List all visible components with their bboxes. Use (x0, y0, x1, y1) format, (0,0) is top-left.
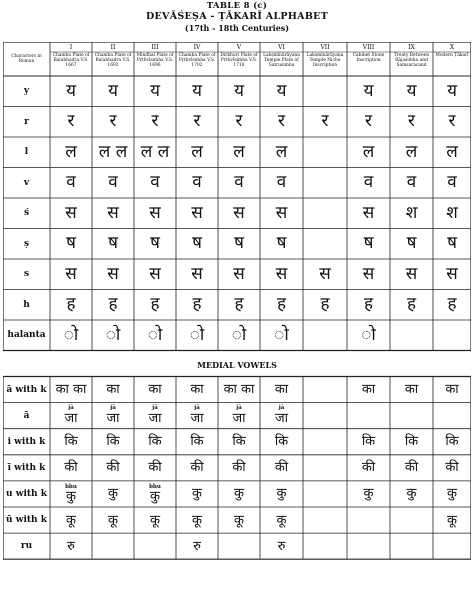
column-header: Cabinet Stone Inscription (352, 53, 385, 64)
glyph: का (361, 382, 376, 398)
glyph-cell: स (149, 202, 161, 223)
glyph: कू (447, 512, 457, 528)
glyph: की (190, 460, 204, 476)
glyph-cell: ष (192, 233, 202, 254)
glyph-cell (433, 507, 471, 533)
glyph: जा (106, 410, 120, 426)
glyph: कू (66, 512, 76, 528)
column-number: III (151, 43, 159, 51)
row-label: ū with k (6, 515, 47, 526)
transliteration-label: jā (152, 405, 158, 412)
glyph-cell: ह (108, 294, 118, 315)
glyph-cell (347, 481, 390, 507)
glyph-cell: ो (147, 324, 163, 345)
glyph: रु (67, 538, 75, 554)
glyph-cell (134, 429, 176, 455)
glyph-cell: र (151, 111, 159, 132)
glyph-cell (176, 533, 218, 559)
glyph-cell (218, 455, 260, 481)
glyph-cell: व (66, 172, 76, 193)
glyph-cell: ो (274, 324, 289, 345)
glyph-cell: ल ल (98, 141, 128, 162)
transliteration-label: jā (194, 405, 200, 412)
glyph: कि (361, 434, 376, 450)
glyph-cell: य (234, 80, 244, 101)
glyph-cell (50, 377, 92, 403)
glyph-cell (134, 533, 176, 559)
column-number: II (110, 43, 116, 51)
glyph-cell: स (149, 263, 161, 284)
glyph-cell (218, 533, 260, 559)
glyph-cell: ह (150, 294, 160, 315)
glyph: कू (234, 512, 244, 528)
glyph-cell (347, 455, 390, 481)
glyph-cell (92, 429, 134, 455)
glyph-cell (433, 429, 471, 455)
column-number: VII (320, 43, 330, 51)
glyph-cell: य (447, 80, 457, 101)
glyph-cell (433, 455, 471, 481)
glyph-cell (260, 377, 303, 403)
column-number: IV (193, 43, 201, 51)
transliteration-label: jā (68, 405, 74, 412)
glyph-cell (134, 403, 176, 429)
glyph: कि (445, 434, 459, 450)
glyph: कि (232, 434, 246, 450)
column-header: Chamba Plate of Balabhadra V.S. 1692 (94, 53, 132, 69)
glyph-cell: स (65, 202, 77, 223)
glyph: की (274, 460, 289, 476)
glyph: कि (106, 434, 120, 450)
column-number: X (449, 43, 455, 51)
glyph-cell: स (233, 263, 245, 284)
glyph-cell: य (66, 80, 76, 101)
glyph: जा (64, 410, 78, 426)
column-number: IX (408, 43, 415, 51)
row-label: ā (23, 410, 30, 421)
glyph-cell: र (109, 111, 117, 132)
glyph-cell: ल (275, 141, 288, 162)
transliteration-label: bhu (149, 483, 161, 490)
glyph-cell (390, 507, 433, 533)
column-header: Lakṣmīnārāyaṇa Temple Plate of Śatrusiṁha (263, 53, 300, 69)
transliteration-label: jā (110, 405, 116, 412)
glyph-cell (176, 377, 218, 403)
glyph-cell: स (191, 202, 203, 223)
glyph-cell (260, 403, 303, 429)
glyph: कि (274, 434, 289, 450)
glyph-cell (303, 377, 347, 403)
glyph-cell: र (235, 111, 243, 132)
glyph: कु (276, 486, 287, 502)
glyph-cell: र (193, 111, 201, 132)
glyph-cell: य (150, 80, 160, 101)
glyph-cell (260, 429, 303, 455)
glyph: का का (55, 382, 87, 398)
glyph-cell: ष (276, 233, 287, 254)
glyph-cell: स (65, 263, 77, 284)
glyph-cell (134, 455, 176, 481)
glyph-cell: स (275, 263, 288, 284)
glyph-cell: र (408, 111, 415, 132)
glyph-cell: ो (105, 324, 121, 345)
glyph-cell: य (276, 80, 287, 101)
glyph-cell: ष (108, 233, 118, 254)
glyph-cell: ष (406, 233, 417, 254)
column-header: Lakṣmīnārāyaṇa Temple Niche Inscription (306, 53, 344, 69)
glyph: रु (193, 538, 201, 554)
glyph-cell: य (108, 80, 118, 101)
glyph-cell (303, 481, 347, 507)
glyph-cell (92, 507, 134, 533)
glyph: की (148, 460, 162, 476)
glyph: कि (64, 434, 78, 450)
glyph-cell: ो (189, 324, 205, 345)
glyph-cell (176, 403, 218, 429)
glyph-cell: ष (447, 233, 457, 254)
glyph-cell: स (362, 202, 375, 223)
glyph-cell: ो (231, 324, 247, 345)
glyph-cell (433, 481, 471, 507)
page-title: DEVĀŚEṢA - ṬĀKARĪ ALPHABET (145, 11, 329, 22)
table-number: TABLE 8 (c) (206, 1, 268, 11)
glyph-cell (390, 403, 433, 429)
glyph: का (106, 382, 120, 398)
glyph: कू (108, 512, 118, 528)
transliteration-label: bhu (65, 483, 77, 490)
glyph-cell (92, 481, 134, 507)
glyph-cell (176, 455, 218, 481)
glyph-cell (134, 507, 176, 533)
glyph-cell: य (192, 80, 202, 101)
row-label: u with k (6, 488, 47, 499)
transliteration-label: jā (278, 405, 285, 412)
glyph-cell (347, 429, 390, 455)
glyph: की (361, 460, 376, 476)
glyph: कि (148, 434, 162, 450)
glyph-cell: स (107, 202, 119, 223)
page-subtitle: (17th - 18th Centuries) (184, 23, 290, 33)
glyph-cell (303, 320, 347, 351)
column-header: Modern Ṭākarī (435, 53, 469, 58)
column-header: Chamba Plate of Balabhadra V.S. 1667 (52, 53, 90, 69)
glyph-cell: व (150, 172, 160, 193)
glyph-cell: स (275, 202, 288, 223)
glyph-cell (433, 533, 471, 559)
glyph-cell: ल (362, 141, 375, 162)
glyph-cell (134, 377, 176, 403)
glyph-cell: ष (234, 233, 244, 254)
glyph-cell (260, 455, 303, 481)
glyph-cell (347, 533, 390, 559)
glyph-cell (390, 429, 433, 455)
glyph-cell: ष (150, 233, 160, 254)
glyph-cell: ह (192, 294, 202, 315)
glyph: जा (148, 410, 162, 426)
row-label: y (23, 86, 30, 97)
glyph: रु (277, 538, 286, 554)
glyph: का (148, 382, 162, 398)
row-label: s (23, 269, 30, 280)
glyph: कि (190, 434, 204, 450)
glyph-cell: ल ल (140, 141, 170, 162)
glyph-cell (390, 533, 433, 559)
glyph-cell (347, 403, 390, 429)
glyph-cell (303, 429, 347, 455)
glyph: की (232, 460, 246, 476)
glyph-cell: ष (363, 233, 374, 254)
glyph-cell (303, 229, 347, 260)
glyph-cell (218, 377, 260, 403)
glyph-cell: स (405, 263, 418, 284)
row-label: i with k (7, 436, 46, 447)
glyph-cell (176, 481, 218, 507)
glyph: कु (363, 486, 374, 502)
glyph: का (404, 382, 419, 398)
glyph-cell (50, 481, 92, 507)
glyph: की (64, 460, 78, 476)
glyph-cell: ह (320, 294, 330, 315)
glyph: की (404, 460, 419, 476)
glyph-cell (433, 403, 471, 429)
glyph-cell: र (67, 111, 75, 132)
glyph-cell: य (406, 80, 417, 101)
glyph-cell: स (191, 263, 203, 284)
glyph: कू (276, 512, 287, 528)
glyph-cell: ह (234, 294, 244, 315)
glyph-cell: य (363, 80, 374, 101)
row-label: h (23, 299, 30, 310)
glyph: कु (234, 486, 244, 502)
glyph-cell (390, 320, 433, 351)
row-label: l (24, 147, 29, 158)
glyph: कु (108, 486, 118, 502)
glyph-cell (92, 455, 134, 481)
glyph-cell (218, 481, 260, 507)
glyph-cell (303, 76, 347, 107)
row-label: ī with k (7, 462, 46, 473)
glyph: कू (150, 512, 160, 528)
glyph-cell: ल (446, 141, 458, 162)
row-label: ṣ (23, 238, 30, 249)
glyph: का का (223, 382, 255, 398)
column-number: VI (278, 43, 285, 51)
glyph-cell: स (319, 263, 331, 284)
column-header: Treaty Between Rājasiṁha and Samsaracand (393, 53, 430, 69)
glyph-cell (260, 507, 303, 533)
glyph-cell (218, 429, 260, 455)
header-characters-in-roman: Characters in Roman (11, 53, 42, 64)
glyph-cell: स (446, 263, 458, 284)
glyph-cell: व (447, 172, 457, 193)
glyph-cell: व (234, 172, 244, 193)
glyph-cell (303, 533, 347, 559)
column-number: VIII (362, 43, 375, 51)
glyph-cell: स (107, 263, 119, 284)
glyph-cell: ह (447, 294, 457, 315)
glyph: का (445, 382, 459, 398)
glyph-cell (390, 455, 433, 481)
glyph-cell: र (321, 111, 329, 132)
glyph: का (190, 382, 204, 398)
column-header: Mindhal Plate of Pṛthvīsiṁha V.S. 1696 (136, 53, 174, 69)
glyph-cell (50, 507, 92, 533)
glyph: कु (447, 486, 457, 502)
glyph-cell (92, 403, 134, 429)
glyph-cell (50, 403, 92, 429)
column-number: I (69, 43, 73, 51)
glyph-cell: व (406, 172, 417, 193)
row-label: ā with k (6, 384, 47, 395)
glyph-cell (433, 377, 471, 403)
column-header: Dirkhuri Plate of Pṛthvīsiṁha V.S. 1718 (220, 53, 258, 69)
glyph: जा (190, 410, 204, 426)
glyph-cell: व (276, 172, 287, 193)
glyph-cell: ल (65, 141, 77, 162)
glyph-cell: ल (233, 141, 245, 162)
glyph: की (445, 460, 459, 476)
row-label: v (23, 177, 30, 188)
glyph-cell (303, 168, 347, 199)
column-number: V (236, 43, 242, 51)
section-title-medial-vowels: MEDIAL VOWELS (197, 359, 277, 370)
glyph-cell (50, 429, 92, 455)
glyph: कु (406, 486, 417, 502)
glyph: जा (274, 410, 288, 426)
alphabet-table (3, 42, 471, 595)
glyph-cell: ो (63, 324, 79, 345)
glyph-cell (218, 403, 260, 429)
glyph-cell: स (233, 202, 245, 223)
glyph: का (274, 382, 289, 398)
glyph-cell: श (405, 202, 418, 223)
column-header: Chamba Plate of Pṛthvīsiṁha V.S. 1702 (178, 53, 216, 69)
row-label: r (24, 116, 29, 127)
glyph-cell: स (362, 263, 375, 284)
glyph-cell (260, 533, 303, 559)
glyph-cell (303, 137, 347, 168)
glyph-cell (92, 377, 134, 403)
glyph: कु (192, 486, 202, 502)
glyph: कू (192, 512, 202, 528)
glyph-cell (218, 507, 260, 533)
glyph-cell (134, 481, 176, 507)
glyph-cell: ह (363, 294, 374, 315)
glyph-cell: ल (191, 141, 203, 162)
glyph-cell: व (192, 172, 202, 193)
glyph-cell (176, 507, 218, 533)
glyph-cell: व (363, 172, 374, 193)
glyph: की (106, 460, 120, 476)
glyph-cell (50, 533, 92, 559)
glyph-cell (303, 198, 347, 229)
glyph-cell (260, 481, 303, 507)
transliteration-label: jā (236, 405, 242, 412)
glyph-cell (390, 481, 433, 507)
glyph-cell: ल (405, 141, 418, 162)
glyph-cell: ष (66, 233, 76, 254)
glyph-cell (433, 320, 471, 351)
glyph: जा (232, 410, 246, 426)
glyph-cell: र (278, 111, 285, 132)
glyph-cell: ह (66, 294, 76, 315)
glyph-cell: श (446, 202, 458, 223)
glyph-cell (303, 455, 347, 481)
glyph-cell (303, 507, 347, 533)
glyph-cell: र (365, 111, 372, 132)
row-label: halanta (7, 330, 46, 341)
glyph-cell (176, 429, 218, 455)
glyph: कु (66, 489, 76, 505)
glyph-cell (347, 377, 390, 403)
glyph: कि (404, 434, 419, 450)
glyph-cell: र (448, 111, 456, 132)
glyph-cell (347, 507, 390, 533)
glyph-cell: ह (406, 294, 417, 315)
glyph-cell: व (108, 172, 118, 193)
row-label: ru (20, 541, 33, 552)
row-label: ś (23, 208, 30, 219)
glyph-cell (92, 533, 134, 559)
glyph-cell (50, 455, 92, 481)
glyph-cell (390, 377, 433, 403)
glyph: कु (150, 489, 160, 505)
glyph-cell: ह (276, 294, 287, 315)
glyph-cell (303, 403, 347, 429)
glyph-cell: ो (361, 324, 376, 345)
